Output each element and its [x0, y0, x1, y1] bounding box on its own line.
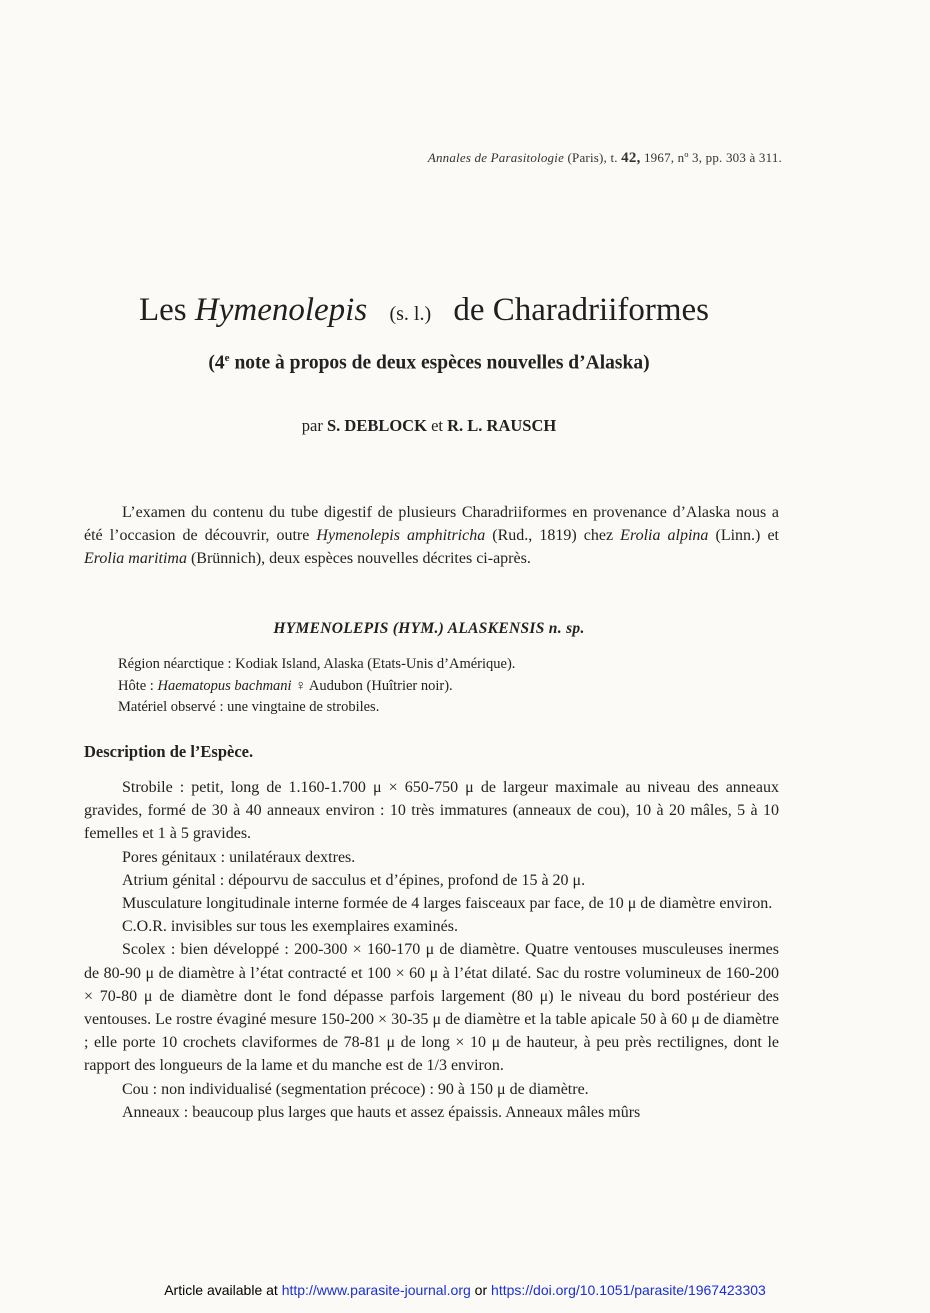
footer-or: or	[470, 1282, 492, 1298]
journal-name: Annales de Parasitologie	[427, 150, 565, 165]
meta-host	[118, 676, 515, 698]
title-genus: Hymenolepis	[194, 292, 368, 328]
intro-paragraph	[84, 501, 779, 571]
host-label: Hôte :	[118, 677, 158, 694]
description-body	[84, 776, 779, 1124]
desc-cor: C.O.R. invisibles sur tous les exemplaires examinés.	[122, 918, 458, 936]
meta-region: Région néarctique : Kodiak Island, Alaska (Etats-Unis d’Amérique).	[118, 656, 516, 672]
desc-musculature: Musculature longitudinale interne formée de 4 larges faisceaux par face, de 10 μ de diamètre environ.	[122, 895, 773, 913]
subtitle-open: (4	[208, 352, 225, 374]
citation-volume: 42,	[621, 150, 641, 166]
desc-pores: Pores génitaux : unilatéraux dextres.	[122, 848, 356, 866]
species-erolia-maritima: Erolia maritima	[84, 550, 187, 568]
host-name: Haematopus bachmani	[157, 677, 292, 694]
species-amphitricha: Hymenolepis amphitricha	[316, 527, 486, 545]
title-les: Les	[138, 292, 187, 328]
subtitle-rest: note à propos de deux espèces nouvelles d’Alaska)	[229, 352, 650, 374]
citation-details: 1967, nº 3, pp. 303 à 311.	[640, 150, 782, 165]
desc-scolex: Scolex : bien développé : 200-300 × 160-170 μ de diamètre. Quatre ventouses musculeuses inermes de 80-90 μ de diamètre à l’état contracté et 100 × 60 μ à l’état dilaté. Sac du rostre volumineux de 160-200 × 70-80 μ de diamètre dont le fond dépasse parfois largement (80 μ) le niveau du bord postérieur des ventouses. Le rostre évaginé mesure 150-200 × 30-35 μ de diamètre et la table apicale 50 à 60 μ de diamètre ; elle porte 10 crochets claviformes de 78-81 μ de long × 10 μ de hauteur, à peu près rectilignes, dont le rapport des longueurs de la lame et du manche est de 1/3 environ.	[84, 941, 779, 1075]
species-heading: HYMENOLEPIS (HYM.) ALASKENSIS n. sp.	[273, 620, 585, 637]
citation-place: (Paris), t.	[564, 150, 622, 165]
intro-text-3: (Linn.) et	[708, 527, 780, 545]
desc-atrium: Atrium génital : dépourvu de sacculus et d’épines, profond de 15 à 20 μ.	[122, 871, 586, 889]
title-sensu-lato: (s. l.)	[389, 303, 432, 325]
footer-availability	[0, 1282, 930, 1298]
intro-text-4: (Brünnich), deux espèces nouvelles décrites ci-après.	[186, 550, 531, 568]
intro-text-1: L’examen du contenu du tube digestif de plusieurs Charadriiformes en provenance d’Alaska nous a été l’occasion de découvrir, outre	[84, 504, 779, 545]
intro-text-2: (Rud., 1819) chez	[485, 527, 621, 545]
species-erolia-alpina: Erolia alpina	[620, 527, 709, 545]
footer-link-doi[interactable]: https://doi.org/10.1051/parasite/1967423303	[491, 1282, 766, 1298]
desc-cou: Cou : non individualisé (segmentation précoce) : 90 à 150 μ de diamètre.	[122, 1080, 589, 1098]
authors-et: et	[431, 416, 443, 435]
title-rest: de Charadriiformes	[453, 292, 710, 328]
author-2: R. L. RAUSCH	[447, 416, 557, 435]
article-subtitle	[0, 352, 858, 375]
authors-line	[0, 416, 858, 436]
host-rest: ♀ Audubon (Huîtrier noir).	[291, 677, 453, 694]
authors-par: par	[301, 416, 323, 435]
species-metadata	[118, 654, 515, 719]
article-title	[0, 292, 848, 329]
desc-anneaux: Anneaux : beaucoup plus larges que hauts et assez épaissis. Anneaux mâles mûrs	[122, 1103, 641, 1121]
meta-material: Matériel observé : une vingtaine de strobiles.	[118, 699, 380, 715]
description-heading: Description de l’Espèce.	[84, 742, 254, 761]
author-1: S. DEBLOCK	[326, 416, 427, 435]
subtitle-sup: e	[224, 352, 230, 364]
footer-prefix: Article available at	[164, 1282, 282, 1298]
journal-citation	[428, 150, 782, 167]
footer-link-journal[interactable]: http://www.parasite-journal.org	[281, 1282, 471, 1298]
desc-strobile: Strobile : petit, long de 1.160-1.700 μ × 650-750 μ de largeur maximale au niveau des anneaux gravides, formé de 30 à 40 anneaux environ : 10 très immatures (anneaux de cou), 10 à 20 mâles, 5 à 10 femelles et 1 à 5 gravides.	[84, 779, 779, 843]
